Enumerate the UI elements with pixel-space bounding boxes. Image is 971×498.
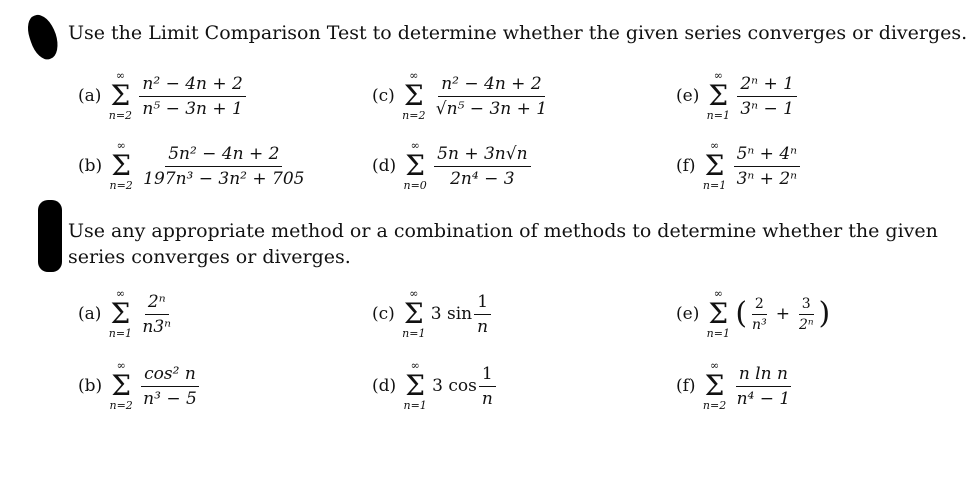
denominator: 2ⁿ xyxy=(798,316,814,333)
numerator: 5n² − 4n + 2 xyxy=(165,144,282,167)
section2-heading: Use any appropriate method or a combination of methods to determine whether the given series converges or diverges. xyxy=(68,220,938,268)
summation-sign: ∞ Σ n=1 xyxy=(706,287,730,340)
fraction xyxy=(139,292,174,337)
numerator: 1 xyxy=(474,292,491,315)
lower-limit: n=0 xyxy=(403,179,427,192)
summation-sign: ∞ Σ n=1 xyxy=(402,287,426,340)
lower-limit: n=2 xyxy=(702,399,727,412)
summation-sign: ∞ Σ n=0 xyxy=(403,139,427,192)
denominator: n³ − 5 xyxy=(143,388,197,409)
upper-limit: ∞ xyxy=(116,359,126,372)
lower-limit: n=2 xyxy=(109,399,133,412)
problem-label: (c) xyxy=(372,304,395,324)
s2-problem-b xyxy=(78,360,202,412)
fraction xyxy=(140,364,200,409)
upper-limit: ∞ xyxy=(410,359,420,372)
numerator: 2 xyxy=(752,296,767,315)
problem-label: (f) xyxy=(676,376,696,396)
fraction-second xyxy=(796,296,817,333)
lower-limit: n=2 xyxy=(109,179,133,192)
lower-limit: n=1 xyxy=(706,327,730,340)
summation-sign: ∞ Σ n=1 xyxy=(706,69,730,122)
fraction xyxy=(734,144,800,189)
upper-limit: ∞ xyxy=(713,69,723,82)
fraction xyxy=(139,74,245,119)
left-paren: ( xyxy=(735,296,748,331)
fraction xyxy=(737,74,797,119)
lower-limit: n=1 xyxy=(702,179,727,192)
denominator: n xyxy=(477,316,489,337)
lower-limit: n=1 xyxy=(403,399,427,412)
lower-limit: n=1 xyxy=(706,109,730,122)
problem-label: (e) xyxy=(676,304,700,324)
redaction-mark-top xyxy=(24,11,63,63)
right-paren: ) xyxy=(818,296,831,331)
upper-limit: ∞ xyxy=(713,287,723,300)
function-prefix: 3 sin xyxy=(430,304,473,324)
fraction-first xyxy=(749,296,770,333)
s1-problem-a xyxy=(78,70,248,122)
upper-limit: ∞ xyxy=(115,287,125,300)
lower-limit: n=1 xyxy=(402,327,426,340)
upper-limit: ∞ xyxy=(115,69,125,82)
summation-sign: ∞ Σ n=2 xyxy=(702,359,727,412)
problem-label: (e) xyxy=(676,86,700,106)
denominator: 197n³ − 3n² + 705 xyxy=(143,168,305,189)
denominator: 3ⁿ + 2ⁿ xyxy=(736,168,798,189)
denominator: n3ⁿ xyxy=(142,316,172,337)
upper-limit: ∞ xyxy=(409,69,419,82)
s2-problem-f xyxy=(676,360,795,412)
numerator: 2ⁿ + 1 xyxy=(737,74,797,97)
s1-problem-e xyxy=(676,70,799,122)
problem-label: (d) xyxy=(372,156,397,176)
summation-sign: ∞ Σ n=2 xyxy=(109,359,133,412)
upper-limit: ∞ xyxy=(709,139,720,152)
fraction xyxy=(433,74,550,119)
lower-limit: n=2 xyxy=(402,109,426,122)
summation-sign: ∞ Σ n=2 xyxy=(402,69,426,122)
problem-label: (a) xyxy=(78,86,102,106)
s1-problem-c xyxy=(372,70,552,122)
function-prefix: 3 cos xyxy=(432,376,477,396)
numerator: 2ⁿ xyxy=(145,292,169,315)
numerator: n² − 4n + 2 xyxy=(139,74,245,97)
denominator: n xyxy=(481,388,493,409)
upper-limit: ∞ xyxy=(410,139,420,152)
s1-problem-b xyxy=(78,140,310,192)
problem-label: (c) xyxy=(372,86,395,106)
denominator: 2n⁴ − 3 xyxy=(450,168,515,189)
s1-problem-d xyxy=(372,140,533,192)
problem-label: (f) xyxy=(676,156,696,176)
denominator: 3ⁿ − 1 xyxy=(740,98,794,119)
upper-limit: ∞ xyxy=(709,359,720,372)
plus-sign: + xyxy=(775,304,790,324)
upper-limit: ∞ xyxy=(116,139,126,152)
problem-label: (b) xyxy=(78,156,103,176)
problem-label: (d) xyxy=(372,376,397,396)
upper-limit: ∞ xyxy=(409,287,419,300)
s2-problem-a xyxy=(78,288,176,340)
fraction xyxy=(734,364,794,409)
summation-sign: ∞ Σ n=1 xyxy=(108,287,133,340)
redaction-mark-middle xyxy=(38,200,62,272)
problem-label: (b) xyxy=(78,376,103,396)
numerator: 3 xyxy=(799,296,814,315)
summation-sign: ∞ Σ n=2 xyxy=(108,69,133,122)
fraction xyxy=(140,144,307,189)
s2-problem-e xyxy=(676,288,830,340)
numerator: 5n + 3n√n xyxy=(434,144,530,167)
numerator: n ln n xyxy=(736,364,791,387)
summation-sign: ∞ Σ n=1 xyxy=(702,139,727,192)
problem-label: (a) xyxy=(78,304,102,324)
numerator: 5ⁿ + 4ⁿ xyxy=(734,144,800,167)
summation-sign: ∞ Σ n=2 xyxy=(109,139,133,192)
denominator: n³ xyxy=(752,316,767,333)
fraction xyxy=(434,144,530,189)
denominator: n⁴ − 1 xyxy=(736,388,791,409)
fraction xyxy=(474,292,491,337)
numerator: n² − 4n + 2 xyxy=(438,74,544,97)
summation-sign: ∞ Σ n=1 xyxy=(403,359,427,412)
section1-heading: Use the Limit Comparison Test to determine whether the given series converges or diverges. xyxy=(68,22,968,44)
denominator: √n⁵ − 3n + 1 xyxy=(435,98,548,119)
numerator: 1 xyxy=(479,364,496,387)
s2-problem-d xyxy=(372,360,498,412)
numerator: cos² n xyxy=(141,364,199,387)
s1-problem-f xyxy=(676,140,802,192)
s2-problem-c xyxy=(372,288,493,340)
fraction xyxy=(479,364,496,409)
lower-limit: n=2 xyxy=(108,109,133,122)
lower-limit: n=1 xyxy=(108,327,133,340)
denominator: n⁵ − 3n + 1 xyxy=(142,98,243,119)
